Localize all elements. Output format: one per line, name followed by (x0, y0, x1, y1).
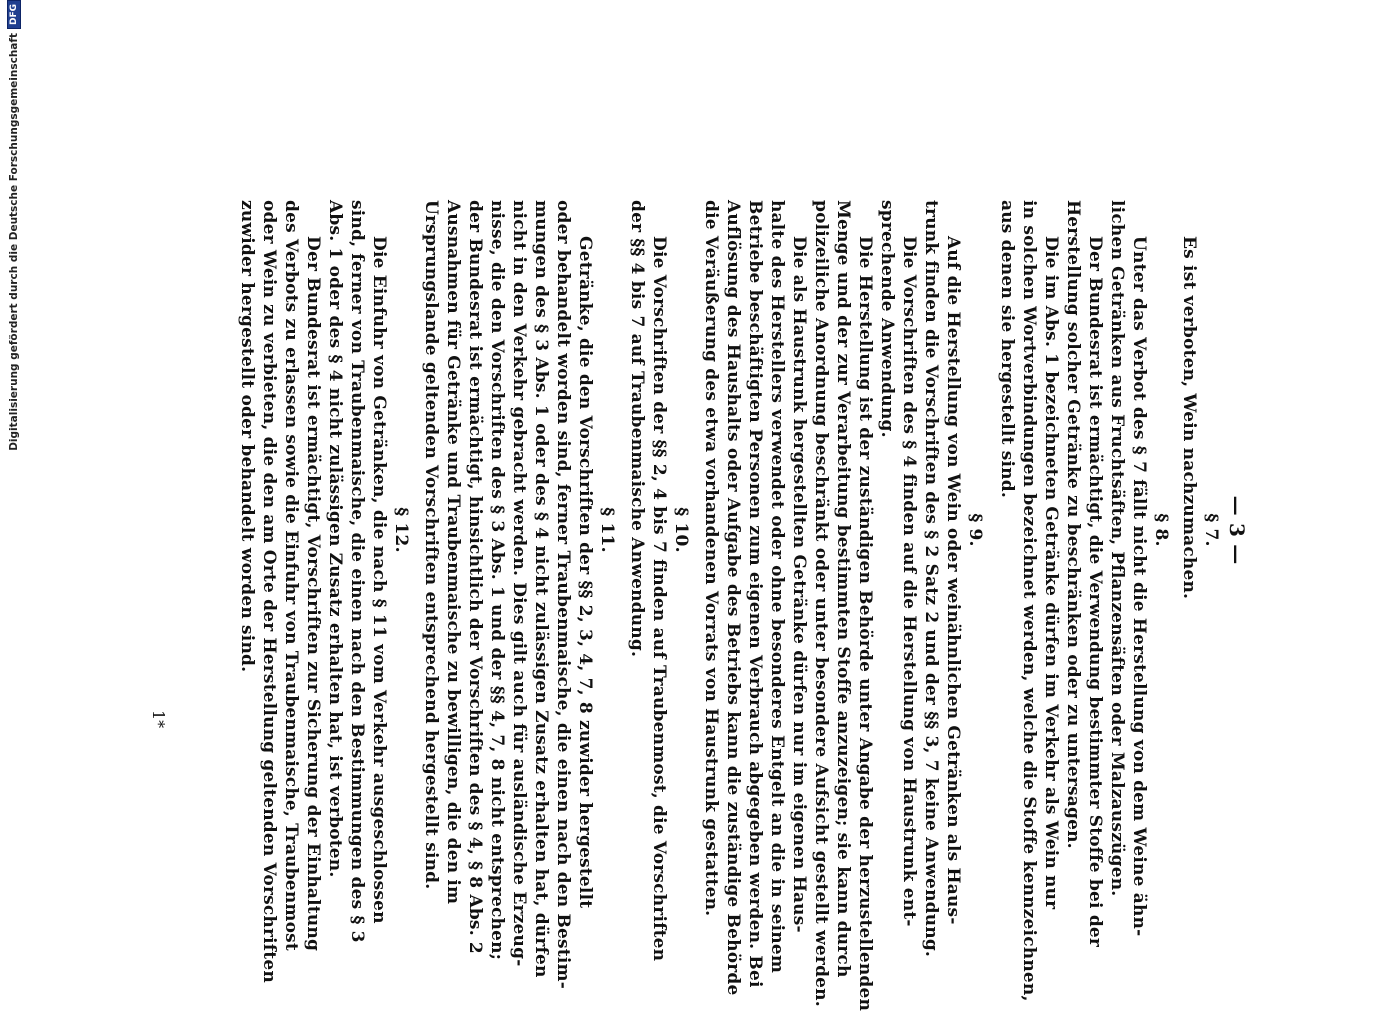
text-line: des Verbots zu erlassen sowie die Einfuhr von Traubenmaische, Traubenmost (281, 200, 301, 951)
text-line: der Bundesrat ist ermächtigt, hinsichtlich der Vorschriften des § 4, § 8 Abs. 2 (465, 200, 485, 954)
digitization-footer (3, 0, 25, 1000)
text-line: Die Vorschriften des § 4 finden auf die Herstellung von Haustrunk ent- (899, 236, 919, 927)
text-line: Die Herstellung ist der zuständigen Behörde unter Angabe der herzustellenden (855, 236, 875, 1011)
page-content (148, 200, 1249, 1011)
text-line: Der Bundesrat ist ermächtigt, die Verwendung bestimmter Stoffe bei der (1085, 236, 1105, 948)
text-line: Unter das Verbot des § 7 fällt nicht die Herstellung von dem Weine ähn- (1129, 236, 1149, 937)
text-line: Der Bundesrat ist ermächtigt, Vorschriften zur Sicherung der Einhaltung (303, 236, 323, 952)
text-line: Menge und der zur Verarbeitung bestimmten Stoffe anzuzeigen; sie kann durch (833, 200, 853, 978)
text-line: halte des Herstellers verwendet oder ohne besonderes Entgelt an die in seinem (767, 200, 787, 974)
text-line: die Veräußerung des etwa vorhandenen Vorrats von Haustrunk gestatten. (701, 200, 721, 917)
text-line: lichen Getränken aus Fruchtsäften, Pflanzensäften oder Malzauszügen. (1107, 200, 1127, 897)
text-line: oder Wein zu verbieten, die den am Orte der Herstellung geltenden Vorschriften (259, 200, 279, 983)
text-line: Auf die Herstellung von Wein oder weinähnlichen Getränken als Haus- (943, 236, 963, 925)
text-line: polizeiliche Anordnung beschränkt oder unter besondere Aufsicht gestellt werden. (811, 200, 831, 1007)
section-heading-12: § 12. (391, 507, 411, 553)
text-line: sind, ferner von Traubenmaische, die einen nach den Bestimmungen des § 3 (347, 200, 367, 943)
text-line: zuwider hergestellt oder behandelt worden sind. (237, 200, 257, 673)
dfg-logo: DFG (7, 0, 21, 29)
text-line: oder behandelt worden sind, ferner Traubenmaische, die einen nach den Bestim- (553, 200, 573, 989)
text-line: Die im Abs. 1 bezeichneten Getränke dürfen im Verkehr als Wein nur (1041, 236, 1061, 910)
footer-text: Digitalisierung gefördert durch die Deutsche Forschungsgemeinschaft (8, 33, 20, 451)
text-line: Ursprungslande geltenden Vorschriften entsprechend hergestellt sind. (421, 200, 441, 890)
text-line: Herstellung solcher Getränke zu beschränken oder zu untersagen. (1063, 200, 1083, 849)
section-heading-9: § 9. (965, 513, 985, 547)
text-line: Getränke, die den Vorschriften der §§ 2, 3, 4, 7, 8 zuwider hergestellt (575, 236, 595, 909)
text-line: aus denen sie hergestellt sind. (997, 200, 1017, 498)
text-line: Betriebe beschäftigten Personen zum eigenen Verbrauch abgegeben werden. Bei (745, 200, 765, 988)
text-line: Abs. 1 oder des § 4 nicht zulässigen Zusatz erhalten hat, ist verboten. (325, 200, 345, 878)
text-line: mungen des § 3 Abs. 1 oder des § 4 nicht zulässigen Zusatz erhalten hat, dürfen (531, 200, 551, 978)
text-line: trunk finden die Vorschriften des § 2 Satz 2 und der §§ 3, 7 keine Anwendung. (921, 200, 941, 958)
section-heading-11: § 11. (597, 507, 617, 553)
text-line: Die als Haustrunk hergestellten Getränke dürfen nur im eigenen Haus- (789, 236, 809, 933)
text-line: Die Einfuhr von Getränken, die nach § 11 vom Verkehr ausgeschlossen (369, 236, 389, 924)
section-heading-7: § 7. (1201, 513, 1221, 547)
text-line: der §§ 4 bis 7 auf Traubenmaische Anwendung. (627, 200, 647, 658)
text-line: Es ist verboten, Wein nachzumachen. (1179, 236, 1199, 600)
text-line: in solchen Wortverbindungen bezeichnet werden, welche die Stoffe kennzeichnen, (1019, 200, 1039, 1002)
section-heading-8: § 8. (1151, 513, 1171, 547)
text-line: Ausnahmen für Getränke und Traubenmaische zu bewilligen, die den im (443, 200, 463, 905)
text-line: Die Vorschriften der §§ 2, 4 bis 7 finden auf Traubenmost, die Vorschriften (649, 236, 669, 962)
text-line: nisse, die den Vorschriften des § 3 Abs. 1 und der §§ 4, 7, 8 nicht entsprechen; (487, 200, 507, 961)
printer-signature: 1* (149, 710, 168, 729)
text-line: nicht in den Verkehr gebracht werden. Dies gilt auch für ausländische Erzeug- (509, 200, 529, 967)
text-line: Auflösung des Haushalts oder Aufgabe des Betriebs kann die zuständige Behörde (723, 200, 743, 996)
section-heading-10: § 10. (671, 507, 691, 553)
text-line: sprechende Anwendung. (877, 200, 897, 438)
page-number: — 3 — (1225, 495, 1249, 565)
